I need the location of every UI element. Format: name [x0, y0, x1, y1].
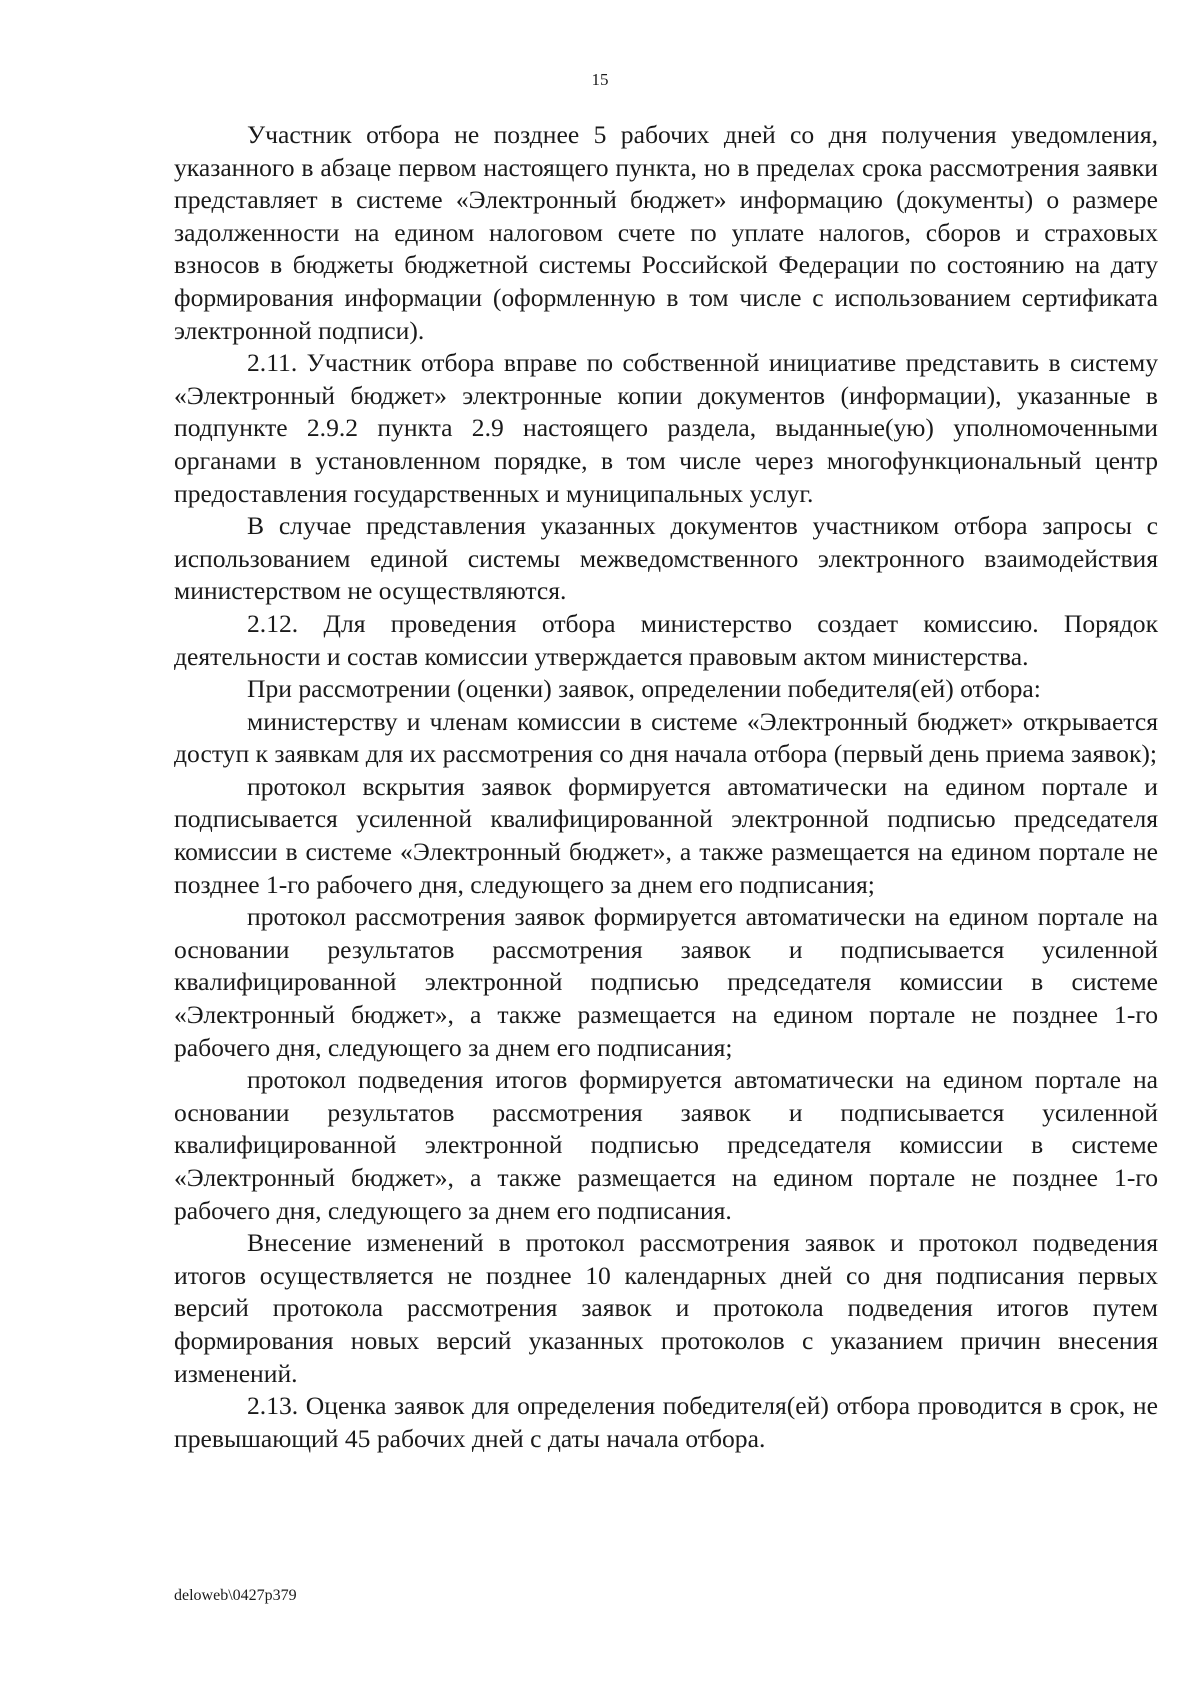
paragraph: протокол подведения итогов формируется автоматически на едином портале на основании результатов рассмотрения заявок и подписывается усиленной квалифицированной электронной подписью председателя комиссии в системе «Электронный бюджет», а также размещается на едином портале не позднее 1-го рабочего дня, следующего за днем его подписания.	[174, 1065, 1158, 1225]
paragraph: При рассмотрении (оценки) заявок, определении победителя(ей) отбора:	[247, 674, 1041, 704]
paragraph: протокол рассмотрения заявок формируется автоматически на едином портале на основании результатов рассмотрения заявок и подписывается усиленной квалифицированной электронной подписью председателя комиссии в системе «Электронный бюджет», а также размещается на едином портале не позднее 1-го рабочего дня, следующего за днем его подписания;	[174, 902, 1158, 1062]
paragraph: 2.11. Участник отбора вправе по собственной инициативе представить в систему «Электронный бюджет» электронные копии документов (информации), указанные в подпункте 2.9.2 пункта 2.9 настоящего раздела, выданные(ую) уполномоченными органами в установленном порядке, в том числе через многофункциональный центр предоставления государственных и муниципальных услуг.	[174, 348, 1158, 508]
paragraph: министерству и членам комиссии в системе «Электронный бюджет» открывается доступ к заявкам для их рассмотрения со дня начала отбора (первый день приема заявок);	[174, 706, 1158, 769]
page-number: 15	[591, 70, 609, 89]
document-code: deloweb\0427p379	[174, 1587, 297, 1604]
document-body	[174, 119, 1158, 1455]
paragraph: 2.13. Оценка заявок для определения победителя(ей) отбора проводится в срок, не превышающий 45 рабочих дней с даты начала отбора.	[174, 1391, 1158, 1453]
paragraph: Участник отбора не позднее 5 рабочих дней со дня получения уведомления, указанного в абзаце первом настоящего пункта, но в пределах срока рассмотрения заявки представляет в системе «Электронный бюджет» информацию (документы) о размере задолженности на едином налоговом счете по уплате налогов, сборов и страховых взносов в бюджеты бюджетной системы Российской Федерации по состоянию на дату формирования информации (оформленную в том числе с использованием сертификата электронной подписи).	[174, 120, 1158, 345]
paragraph: Внесение изменений в протокол рассмотрения заявок и протокол подведения итогов осуществляется не позднее 10 календарных дней со дня подписания первых версий протокола рассмотрения заявок и протокола подведения итогов путем формирования новых версий указанных протоколов с указанием причин внесения изменений.	[174, 1228, 1158, 1388]
paragraph: В случае представления указанных документов участником отбора запросы с использованием единой системы межведомственного электронного взаимодействия министерством не осуществляются.	[174, 511, 1158, 606]
paragraph: протокол вскрытия заявок формируется автоматически на едином портале и подписывается усиленной квалифицированной электронной подписью председателя комиссии в системе «Электронный бюджет», а также размещается на едином портале не позднее 1-го рабочего дня, следующего за днем его подписания;	[174, 771, 1158, 899]
paragraph: 2.12. Для проведения отбора министерство создает комиссию. Порядок деятельности и состав комиссии утверждается правовым актом министерства.	[174, 608, 1158, 671]
